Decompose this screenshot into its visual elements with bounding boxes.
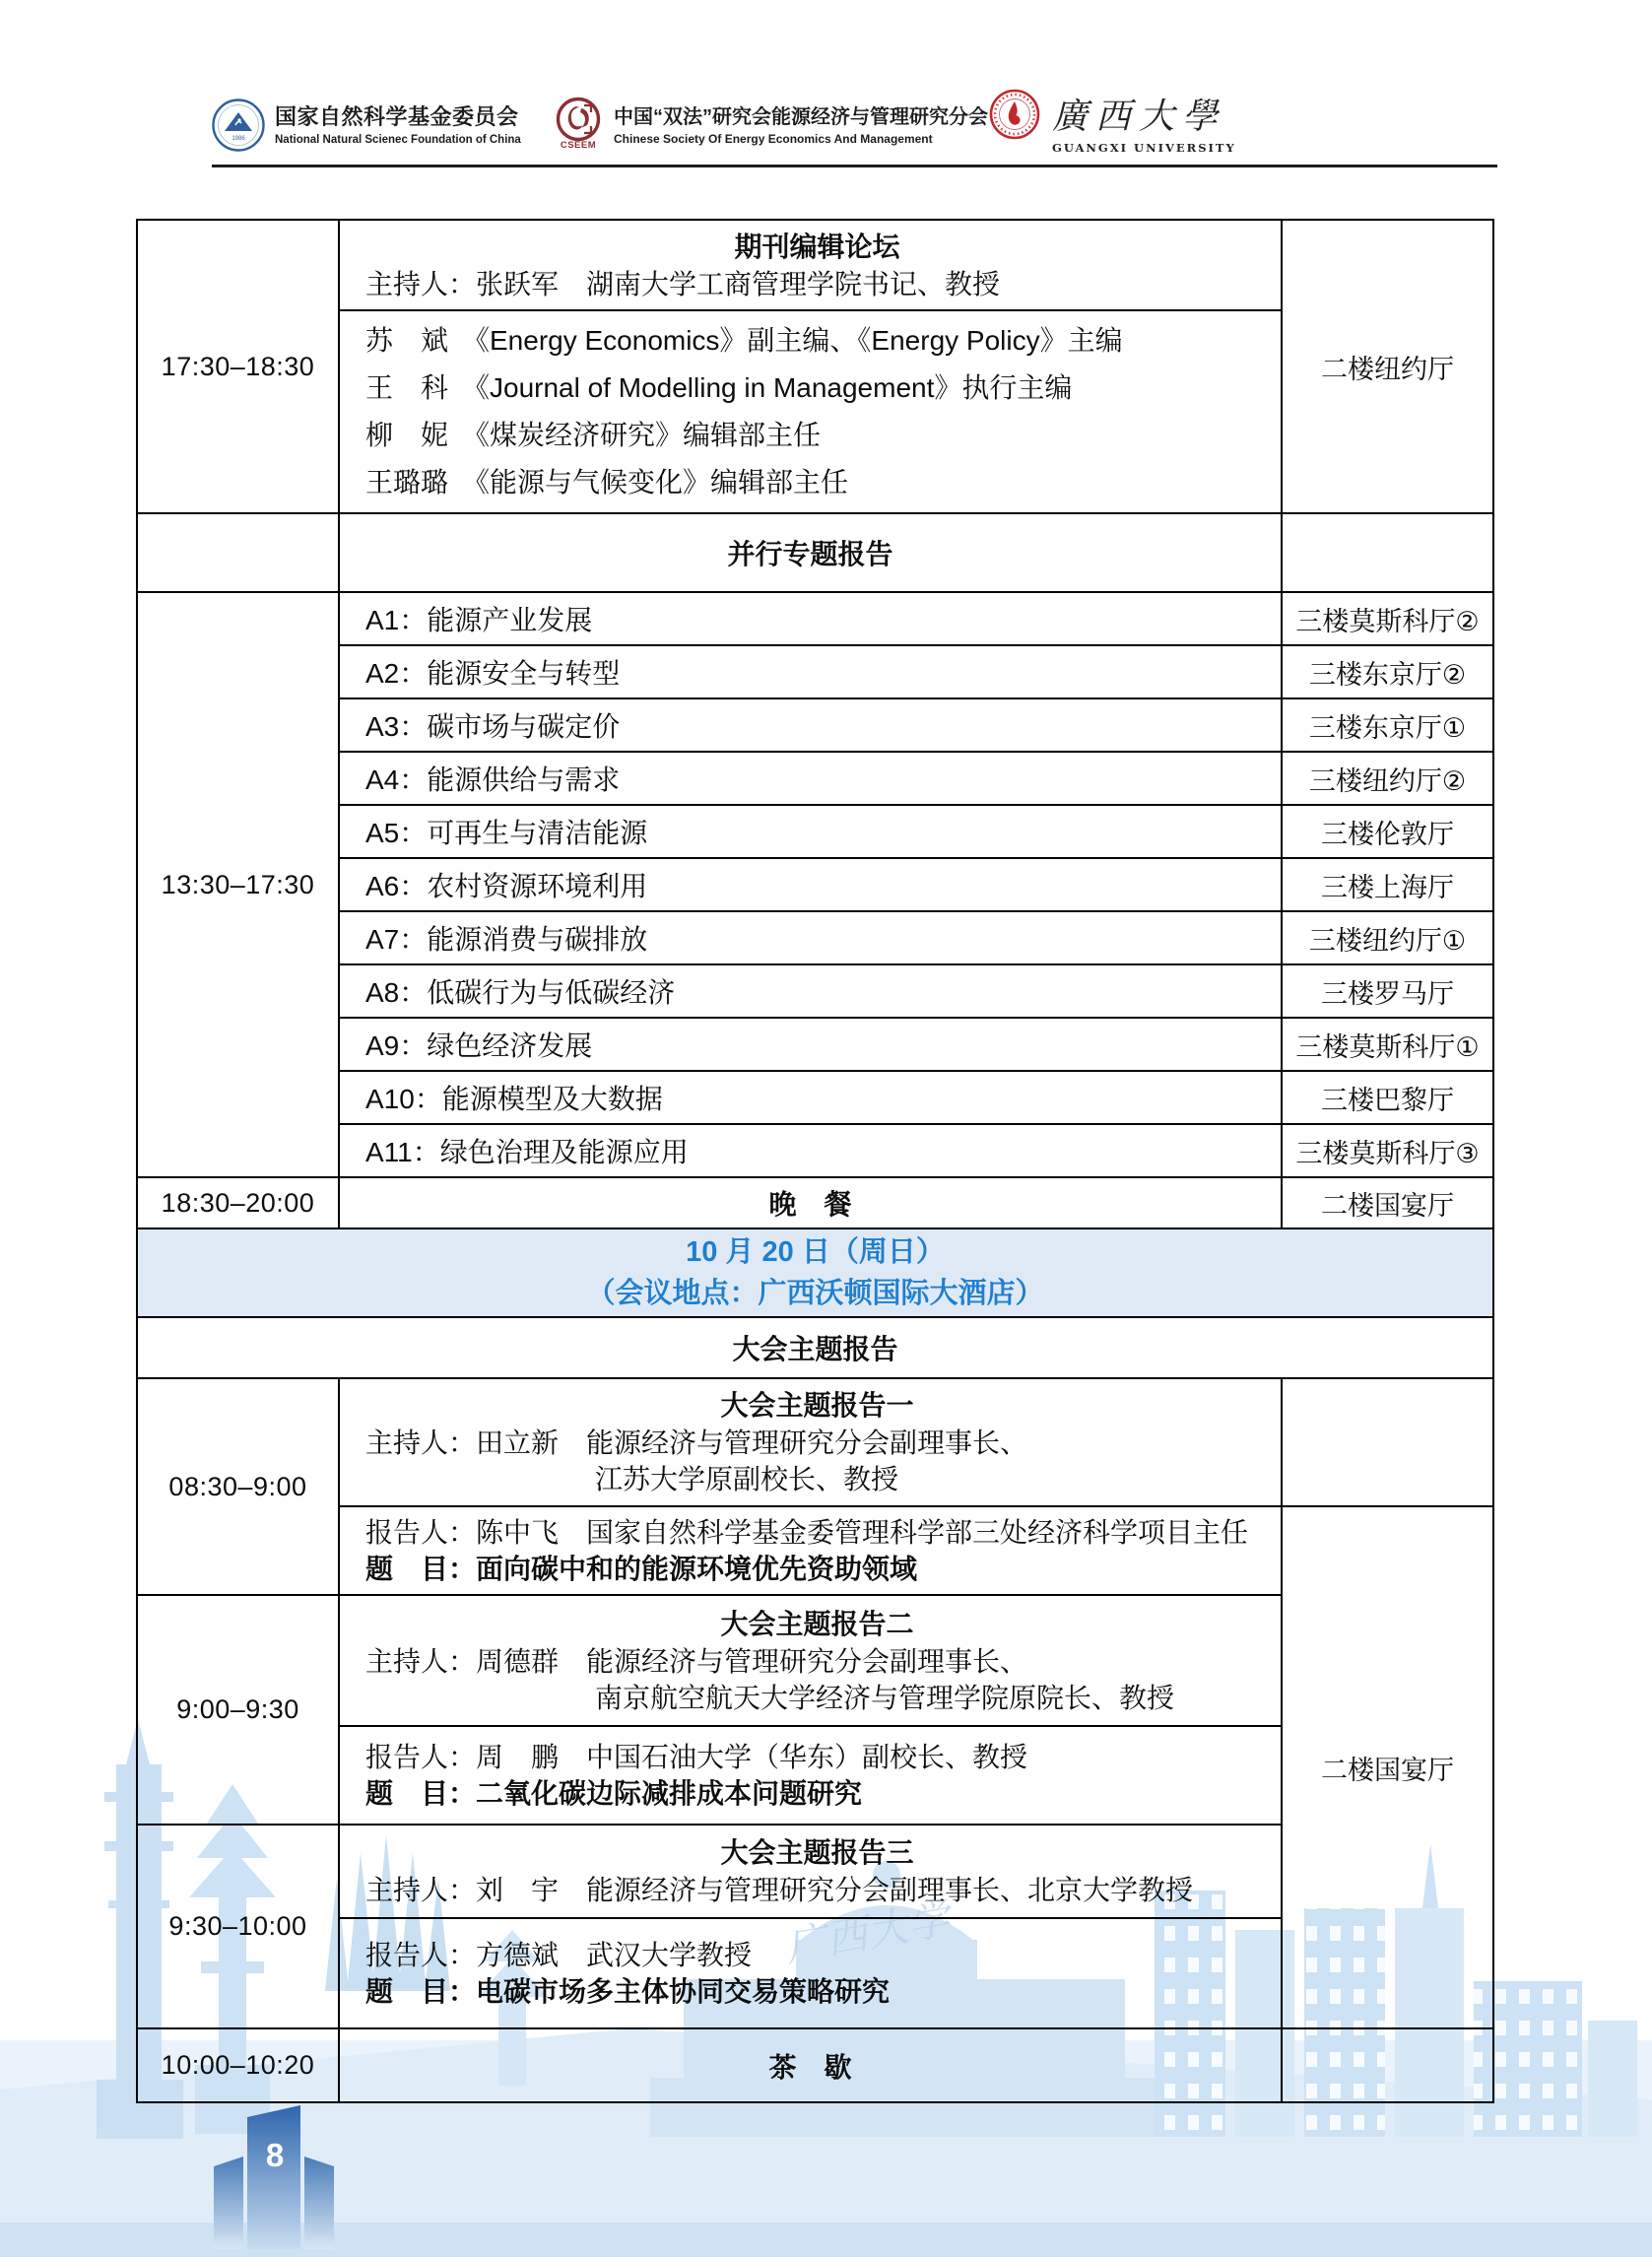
forum-venue: 二楼纽约厅 (1282, 220, 1493, 513)
keynote3-host-cell (339, 1825, 1282, 1918)
keynote3-speaker: 报告人：方德斌 武汉大学教授 (365, 1940, 753, 1970)
session-label: A4：能源供给与需求 (339, 752, 1282, 805)
session-venue: 三楼上海厅 (1282, 858, 1493, 911)
day2-date: 10 月 20 日（周日） (686, 1236, 945, 1268)
keynote2-host-cell (339, 1595, 1282, 1726)
keynote3-speaker-cell (339, 1918, 1282, 2028)
keynote1-speaker-cell (339, 1506, 1282, 1595)
keynote2-host: 主持人：周德群 能源经济与管理研究分会副理事长、 (365, 1645, 1028, 1677)
keynote2-speaker-cell (339, 1726, 1282, 1825)
cseem-logo (556, 97, 988, 151)
keynote1-host: 主持人：田立新 能源经济与管理研究分会副理事长、 (365, 1427, 1028, 1458)
forum-time: 17:30–18:30 (137, 220, 339, 513)
session-label: A10：能源模型及大数据 (339, 1071, 1282, 1124)
keynote3-time: 9:30–10:00 (137, 1825, 339, 2028)
header-divider (212, 165, 1497, 167)
nsfc-badge-year: 1986 (231, 136, 245, 142)
session-venue: 三楼东京厅① (1282, 698, 1493, 752)
forum-editor: 苏 斌 《Energy Economics》副主编、《Energy Policy》主编 (365, 325, 1123, 356)
session-row (137, 911, 1493, 964)
session-label: A6：农村资源环境利用 (339, 858, 1282, 911)
gxu-seal-icon (989, 89, 1040, 140)
gxu-logo (989, 89, 1236, 155)
keynote1-venue-empty (1282, 1378, 1493, 1506)
nsfc-name-cn: 国家自然科学基金委员会 (275, 104, 519, 129)
keynote1-title: 大会主题报告一 (720, 1390, 914, 1421)
forum-editor: 王 科 《Journal of Modelling in Management》执行主编 (365, 372, 1073, 403)
dinner-label: 晚 餐 (339, 1177, 1282, 1228)
session-venue: 三楼东京厅② (1282, 645, 1493, 698)
keynote2-title: 大会主题报告二 (720, 1608, 914, 1639)
keynote1-time: 08:30–9:00 (137, 1378, 339, 1595)
forum-editors-cell (339, 310, 1282, 513)
session-venue: 三楼罗马厅 (1282, 964, 1493, 1018)
keynote2-time: 9:00–9:30 (137, 1595, 339, 1825)
session-row (137, 698, 1493, 752)
dinner-venue: 二楼国宴厅 (1282, 1177, 1493, 1228)
session-row (137, 592, 1493, 645)
forum-editor: 王璐璐 《能源与气候变化》编辑部主任 (365, 467, 849, 498)
keynote2-speaker: 报告人：周 鹏 中国石油大学（华东）副校长、教授 (365, 1742, 1028, 1772)
cseem-name-cn: 中国“双法”研究会能源经济与管理研究分会 (614, 106, 988, 128)
tea-label: 茶 歇 (339, 2028, 1282, 2102)
session-label: A11：绿色治理及能源应用 (339, 1124, 1282, 1177)
session-row (137, 752, 1493, 805)
watermark-text: 广西大学 (781, 1894, 954, 1971)
dinner-row (137, 1177, 1493, 1228)
nsfc-name-en: National Natural Scienec Foundation of China (275, 134, 521, 146)
session-venue: 三楼巴黎厅 (1282, 1071, 1493, 1124)
keynote1-host-row (137, 1378, 1493, 1506)
cseem-name-en: Chinese Society Of Energy Economics And Management (614, 132, 933, 146)
session-row (137, 805, 1493, 858)
parallel-header-row (137, 513, 1493, 592)
session-venue: 三楼伦敦厅 (1282, 805, 1493, 858)
session-row (137, 1071, 1493, 1124)
keynote1-speaker-row (137, 1506, 1493, 1595)
tea-time: 10:00–10:20 (137, 2028, 339, 2102)
session-venue: 三楼莫斯科厅① (1282, 1018, 1493, 1071)
session-venue: 三楼纽约厅① (1282, 911, 1493, 964)
forum-header-cell (339, 220, 1282, 310)
session-row (137, 1124, 1493, 1177)
keynote3-topic: 题 目：电碳市场多主体协同交易策略研究 (365, 1976, 891, 2007)
session-venue: 三楼纽约厅② (1282, 752, 1493, 805)
session-label: A9：绿色经济发展 (339, 1018, 1282, 1071)
day2-venue-note: （会议地点：广西沃顿国际大酒店） (586, 1278, 1044, 1309)
sessions-time: 13:30–17:30 (137, 592, 339, 1177)
day2-date-cell (137, 1228, 1493, 1317)
session-label: A7：能源消费与碳排放 (339, 911, 1282, 964)
keynote-header: 大会主题报告 (137, 1317, 1493, 1378)
forum-title: 期刊编辑论坛 (734, 231, 900, 262)
keynote3-title: 大会主题报告三 (720, 1837, 914, 1868)
forum-host: 主持人：张跃军 湖南大学工商管理学院书记、教授 (365, 268, 1001, 299)
cseem-badge-label: CSEEM (560, 140, 597, 151)
session-label: A8：低碳行为与低碳经济 (339, 964, 1282, 1018)
keynote1-topic: 题 目：面向碳中和的能源环境优先资助领域 (365, 1554, 918, 1584)
parallel-time-empty (137, 513, 339, 592)
session-venue: 三楼莫斯科厅③ (1282, 1124, 1493, 1177)
gxu-name-cn: 廣西大學 (1052, 97, 1226, 137)
tea-break-row (137, 2028, 1493, 2102)
keynote2-topic: 题 目：二氧化碳边际减排成本问题研究 (365, 1778, 863, 1809)
session-label: A2：能源安全与转型 (339, 645, 1282, 698)
parallel-header: 并行专题报告 (339, 513, 1282, 592)
parallel-venue-empty (1282, 513, 1493, 592)
keynote3-host: 主持人：刘 宇 能源经济与管理研究分会副理事长、北京大学教授 (365, 1875, 1194, 1905)
gxu-name-en: GUANGXI UNIVERSITY (1052, 141, 1236, 155)
keynote1-host-cell (339, 1378, 1282, 1506)
session-label: A1：能源产业发展 (339, 592, 1282, 645)
session-venue: 三楼莫斯科厅② (1282, 592, 1493, 645)
keynote1-speaker: 报告人：陈中飞 国家自然科学基金委管理科学部三处经济科学项目主任 (365, 1517, 1249, 1548)
towers-icon (202, 2103, 350, 2249)
session-row (137, 1018, 1493, 1071)
keynote2-host-cont: 南京航空航天大学经济与管理学院原院长、教授 (595, 1682, 1175, 1713)
session-row (137, 645, 1493, 698)
keynote1-host-cont: 江苏大学原副校长、教授 (595, 1464, 899, 1494)
keynote-venue: 二楼国宴厅 (1282, 1506, 1493, 2028)
day2-date-row (137, 1228, 1493, 1317)
forum-row (137, 220, 1493, 310)
schedule-table (136, 219, 1494, 2103)
page-header (0, 0, 1652, 177)
session-row (137, 858, 1493, 911)
cseem-logo-icon (556, 97, 601, 142)
forum-editor: 柳 妮 《煤炭经济研究》编辑部主任 (365, 420, 822, 450)
tea-venue-empty (1282, 2028, 1493, 2102)
session-row (137, 964, 1493, 1018)
keynote-header-row (137, 1317, 1493, 1378)
nsfc-logo-icon (212, 99, 265, 152)
page-number: 8 (265, 2137, 285, 2173)
nsfc-logo (212, 99, 521, 152)
session-label: A5：可再生与清洁能源 (339, 805, 1282, 858)
session-label: A3：碳市场与碳定价 (339, 698, 1282, 752)
page-number-decoration (202, 2103, 350, 2249)
dinner-time: 18:30–20:00 (137, 1177, 339, 1228)
